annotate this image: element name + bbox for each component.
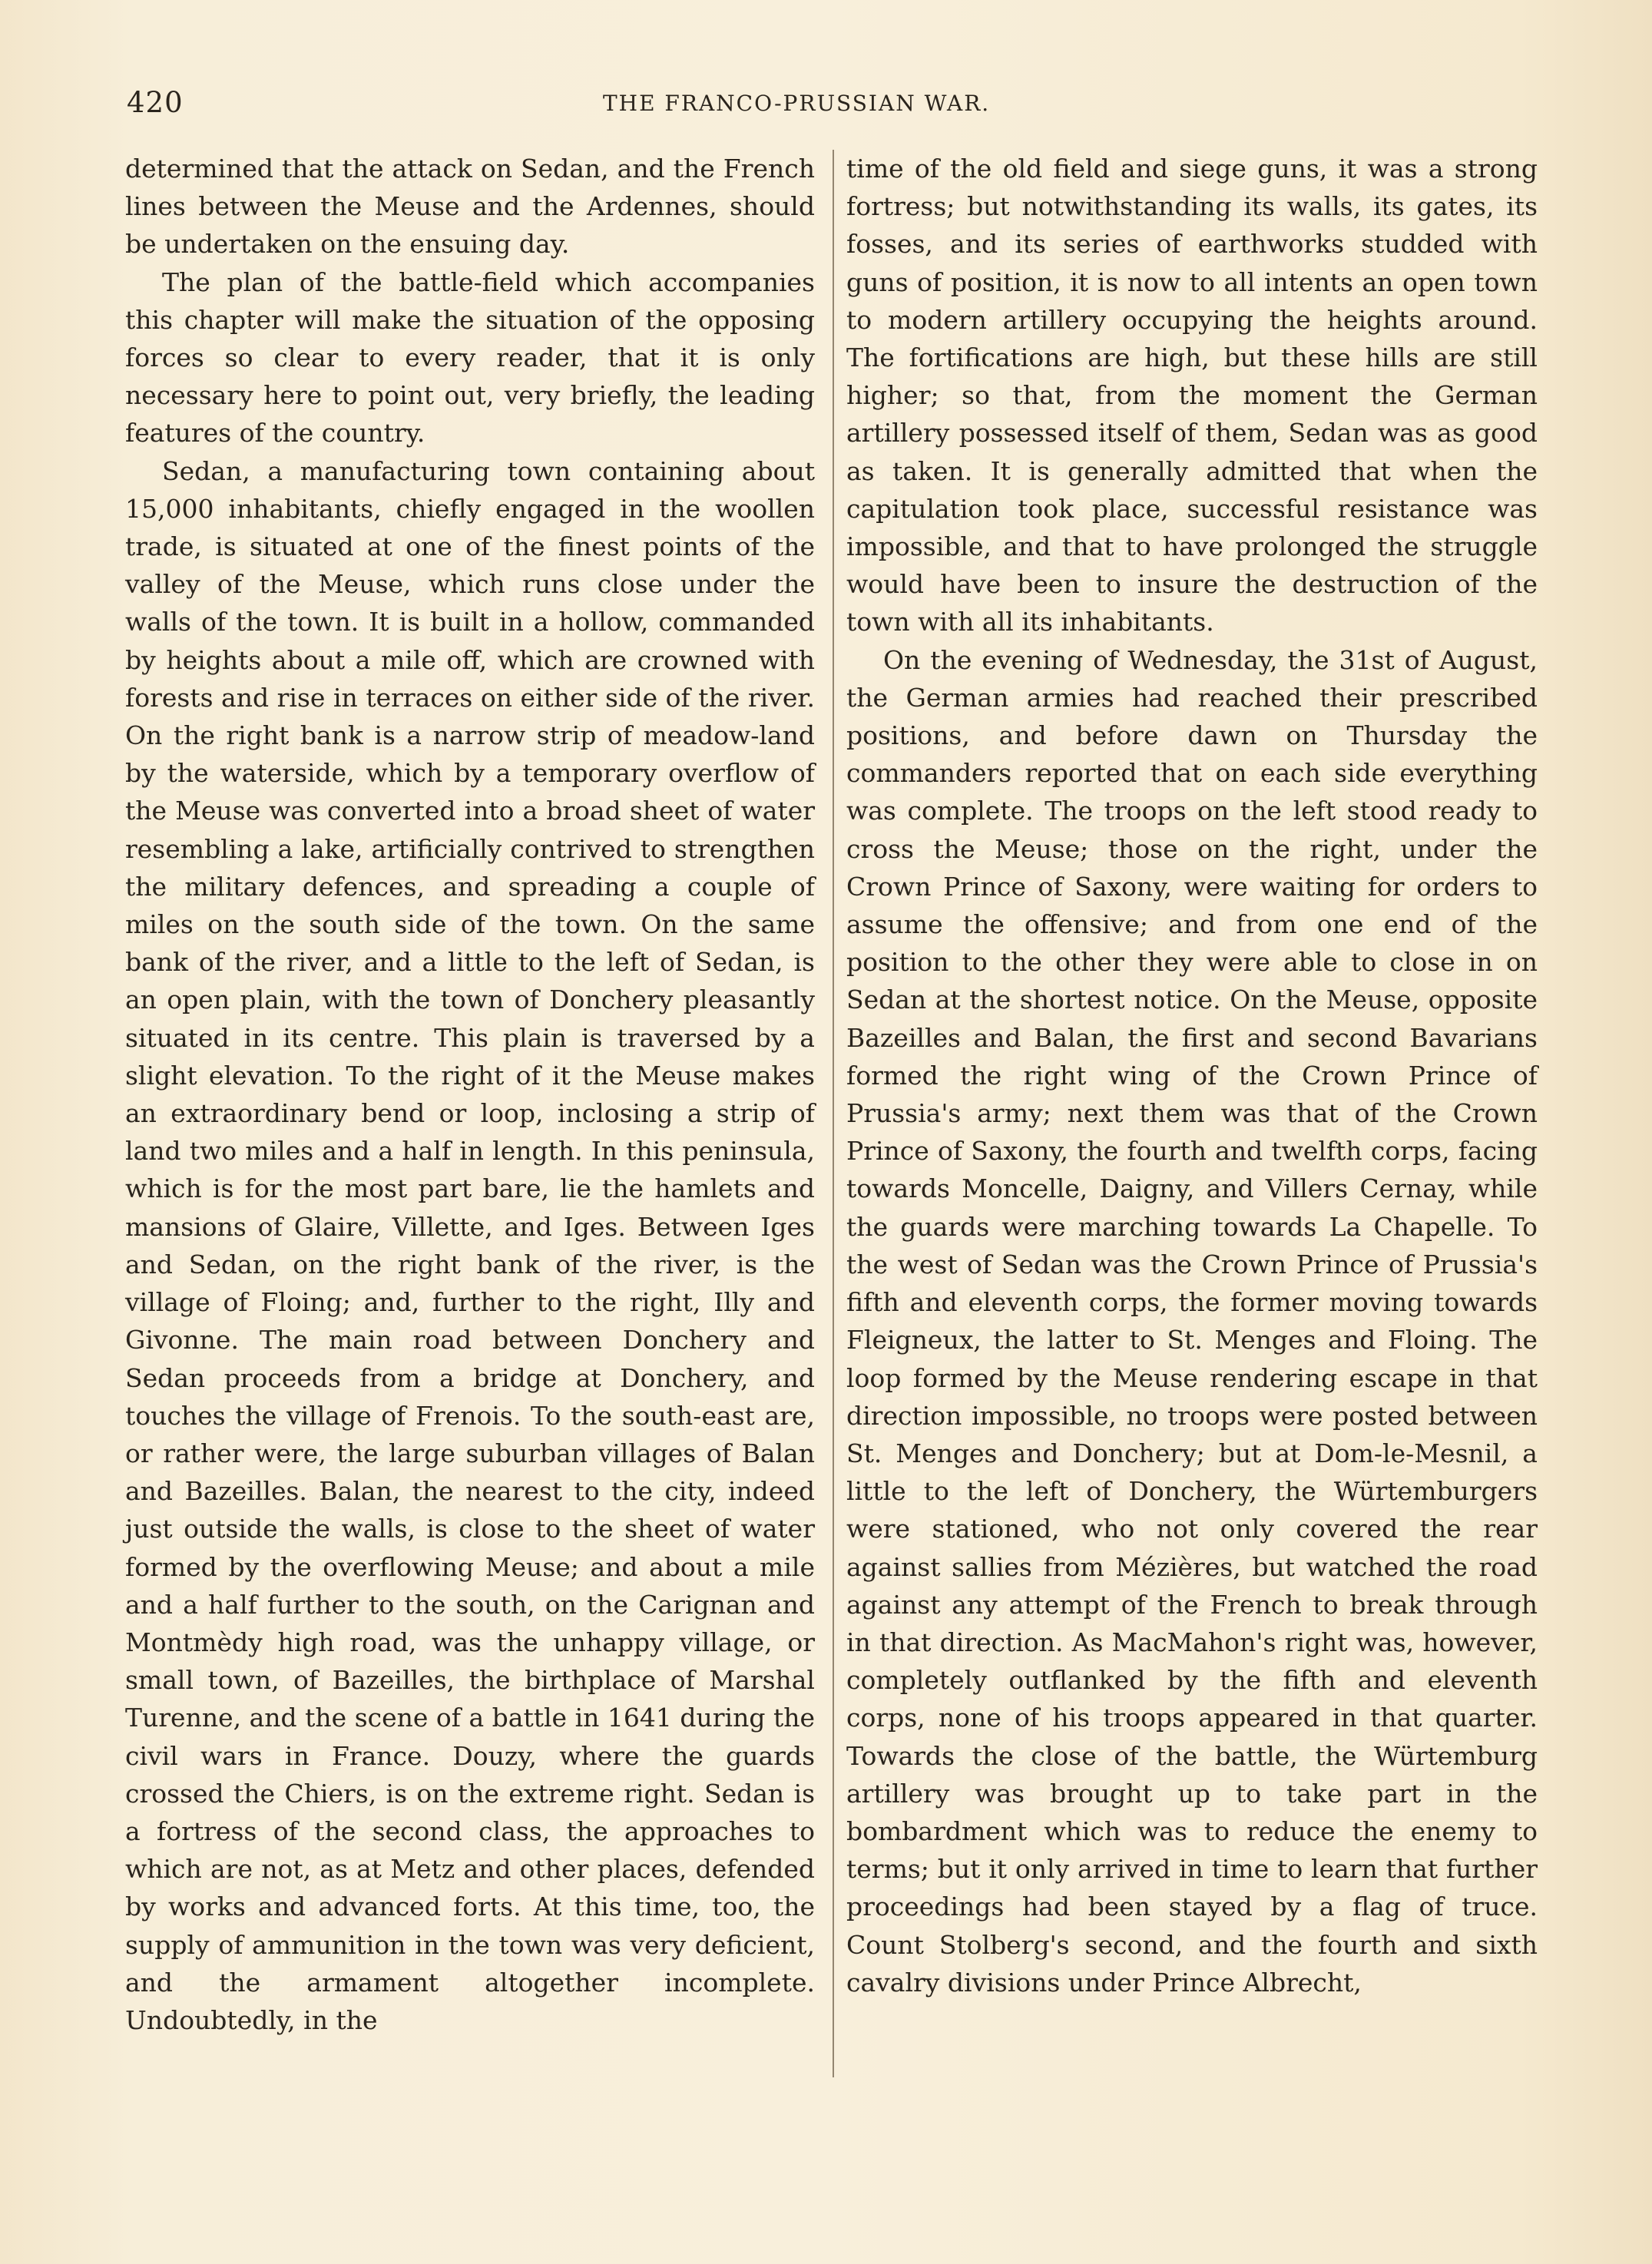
left-paragraph-1: determined that the attack on Sedan, and the French lines between the Meuse and the Ardennes, should be undertaken on the ensuing day. bbox=[125, 154, 815, 260]
right-paragraph-2: On the evening of Wednesday, the 31st of August, the German armies had reached their prescribed positions, and before dawn on Thursday the commanders reported that on each side everything was complete. The troops on the left stood ready to cross the Meuse; those on the right, under the Crown Prince of Saxony, were waiting for orders to assume the offensive; and from one end of the position to the other they were able to close in on Sedan at the shortest notice. On the Meuse, opposite Bazeilles and Balan, the first and second Bavarians formed the right wing of the Crown Prince of Prussia's army; next them was that of the Crown Prince of Saxony, the fourth and twelfth corps, facing towards Moncelle, Daigny, and Villers Cernay, while the guards were marching towards La Chapelle. To the west of Sedan was the Crown Prince of Prussia's fifth and eleventh corps, the former moving towards Fleigneux, the latter to St. Menges and Floing. The loop formed by the Meuse rendering escape in that direction impossible, no troops were posted between St. Menges and Donchery; but at Dom-le-Mesnil, a little to the left of Donchery, the Würtemburgers were stationed, who not only covered the rear against sallies from Mézières, but watched the road against any attempt of the French to break through in that direction. As MacMahon's right was, however, completely outflanked by the fifth and eleventh corps, none of his troops appeared in that quarter. Towards the close of the battle, the Würtemburg artillery was brought up to take part in the bombardment which was to reduce the enemy to terms; but it only arrived in time to learn that further proceedings had been stayed by a flag of truce. Count Stolberg's second, and the fourth and sixth cavalry divisions under Prince Albrecht, bbox=[846, 644, 1538, 1998]
left-paragraph-3: Sedan, a manufacturing town containing about 15,000 inhabitants, chiefly engaged in the woollen trade, is situated at one of the finest points of the valley of the Meuse, which runs close under the walls of the town. It is built in a hollow, commanded by heights about a mile off, which are crowned with forests and rise in terraces on either side of the river. On the right bank is a narrow strip of meadow-land by the waterside, which by a temporary overflow of the Meuse was converted into a broad sheet of water resembling a lake, artificially contrived to strengthen the military defences, and spreading a couple of miles on the south side of the town. On the same bank of the river, and a little to the left of Sedan, is an open plain, with the town of Donchery pleasantly situated in its centre. This plain is traversed by a slight elevation. To the right of it the Meuse makes an extraordinary bend or loop, inclosing a strip of land two miles and a half in length. In this peninsula, which is for the most part bare, lie the hamlets and mansions of Glaire, Villette, and Iges. Between Iges and Sedan, on the right bank of the river, is the village of Floing; and, further to the right, Illy and Givonne. The main road between Donchery and Sedan proceeds from a bridge at Donchery, and touches the village of Frenois. To the south-east are, or rather were, the large suburban villages of Balan and Bazeilles. Balan, the nearest to the city, indeed just outside the walls, is close to the sheet of water formed by the overflowing Meuse; and about a mile and a half further to the south, on the Carignan and Montmèdy high road, was the unhappy village, or small town, of Bazeilles, the birthplace of Marshal Turenne, and the scene of a battle in 1641 during the civil wars in France. Douzy, where the guards crossed the Chiers, is on the extreme right. Sedan is a fortress of the second class, the approaches to which are not, as at Metz and other places, defended by works and advanced forts. At this time, too, the supply of ammunition in the town was very deficient, and the armament altogether incomplete. Undoubtedly, in the bbox=[125, 455, 815, 2035]
right-column bbox=[846, 150, 1538, 2100]
column-divider bbox=[833, 150, 834, 2077]
right-paragraph-1: time of the old field and siege guns, it was a strong fortress; but notwithstanding its walls, its gates, its fosses, and its series of earthworks studded with guns of position, it is now to all intents an open town to modern artillery occupying the heights around. The fortifications are high, but these hills are still higher; so that, from the moment the German artillery possessed itself of them, Sedan was as good as taken. It is generally admitted that when the capitulation took place, successful resistance was impossible, and that to have prolonged the struggle would have been to insure the destruction of the town with all its inhabitants. bbox=[846, 154, 1538, 637]
left-column bbox=[125, 150, 815, 2100]
page-number: 420 bbox=[127, 86, 184, 119]
running-title: THE FRANCO-PRUSSIAN WAR. bbox=[603, 91, 991, 116]
left-paragraph-2: The plan of the battle-field which accompanies this chapter will make the situation of the opposing forces so clear to every reader, that it is only necessary here to point out, very briefly, the leading features of the country. bbox=[125, 266, 815, 448]
page-header bbox=[127, 86, 1597, 132]
